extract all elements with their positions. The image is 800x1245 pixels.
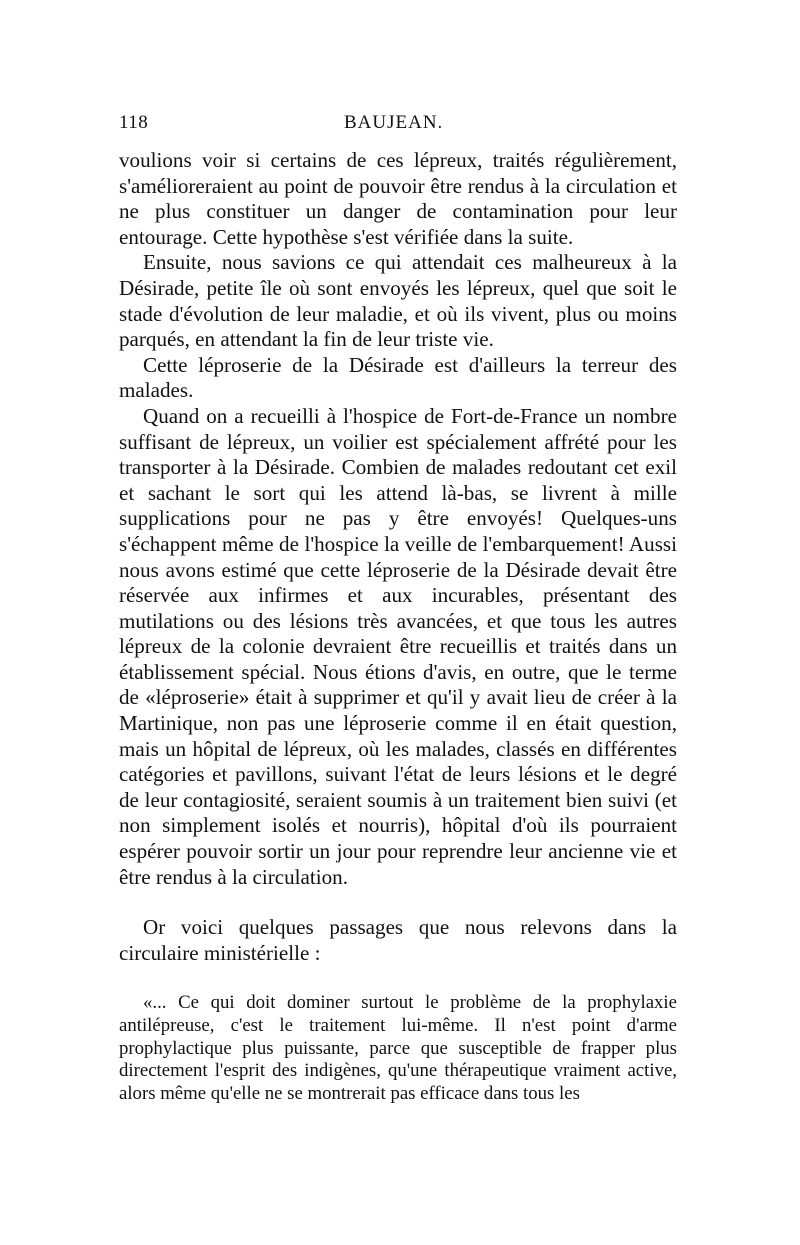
body-text (119, 148, 677, 966)
paragraph-hopital-lepreux: Quand on a recueilli à l'hospice de Fort-de-France un nombre suffisant de lépreux, un voilier est spécialement affrété pour les transporter à la Désirade. Combien de malades redoutant cet exil et sachant le sort qui les attend là-bas, se livrent à mille supplications pour ne pas y être envoyés! Quelques-uns s'échappent même de l'hospice la veille de l'embarquement! Aussi nous avons estimé que cette léproserie de la Désirade devait être réservée aux infirmes et aux incurables, présentant des mutilations ou des lésions très avancées, et que tous les autres lépreux de la colonie devraient être recueillis et traités dans un établissement spécial. Nous étions d'avis, en outre, que le terme de «léproserie» était à supprimer et qu'il y avait lieu de créer à la Martinique, non pas une léproserie comme il en était question, mais un hôpital de lépreux, où les malades, classés en différentes catégories et pavillons, suivant l'état de leurs lésions et le degré de leur contagiosité, seraient soumis à un traitement bien suivi (et non simplement isolés et nourris), hôpital d'où ils pourraient espérer pouvoir sortir un jour pour reprendre leur ancienne vie et être rendus à la circulation. (119, 403, 677, 889)
paragraph-continuation: voulions voir si certains de ces lépreux, traités régulièrement, s'amélioreraient au point de pouvoir être rendus à la circulation et ne plus constituer un danger de contamination pour leur entourage. Cette hypothèse s'est vérifiée dans la suite. (119, 148, 677, 249)
running-title: BAUJEAN. (344, 112, 444, 133)
paragraph-leproserie-terreur: Cette léproserie de la Désirade est d'ailleurs la terreur des malades. (119, 352, 677, 403)
page-header (119, 112, 675, 140)
page-number: 118 (119, 112, 149, 133)
paragraph-circulaire-intro: Or voici quelques passages que nous relevons dans la circulaire ministérielle : (119, 915, 677, 965)
paragraph-desirade: Ensuite, nous savions ce qui attendait ces malheureux à la Désirade, petite île où sont envoyés les lépreux, quel que soit le stade d'évolution de leur maladie, et où ils vivent, plus ou moins parqués, en attendant la fin de leur triste vie. (119, 250, 677, 352)
quoted-circular-text: «... Ce qui doit dominer surtout le problème de la prophylaxie antilépreuse, c'est le traitement lui-même. Il n'est point d'arme prophylactique plus puissante, parce que susceptible de frapper plus directement l'esprit des indigènes, qu'une thérapeutique vraiment active, alors même qu'elle ne se montrerait pas efficace dans tous les (119, 992, 677, 1105)
